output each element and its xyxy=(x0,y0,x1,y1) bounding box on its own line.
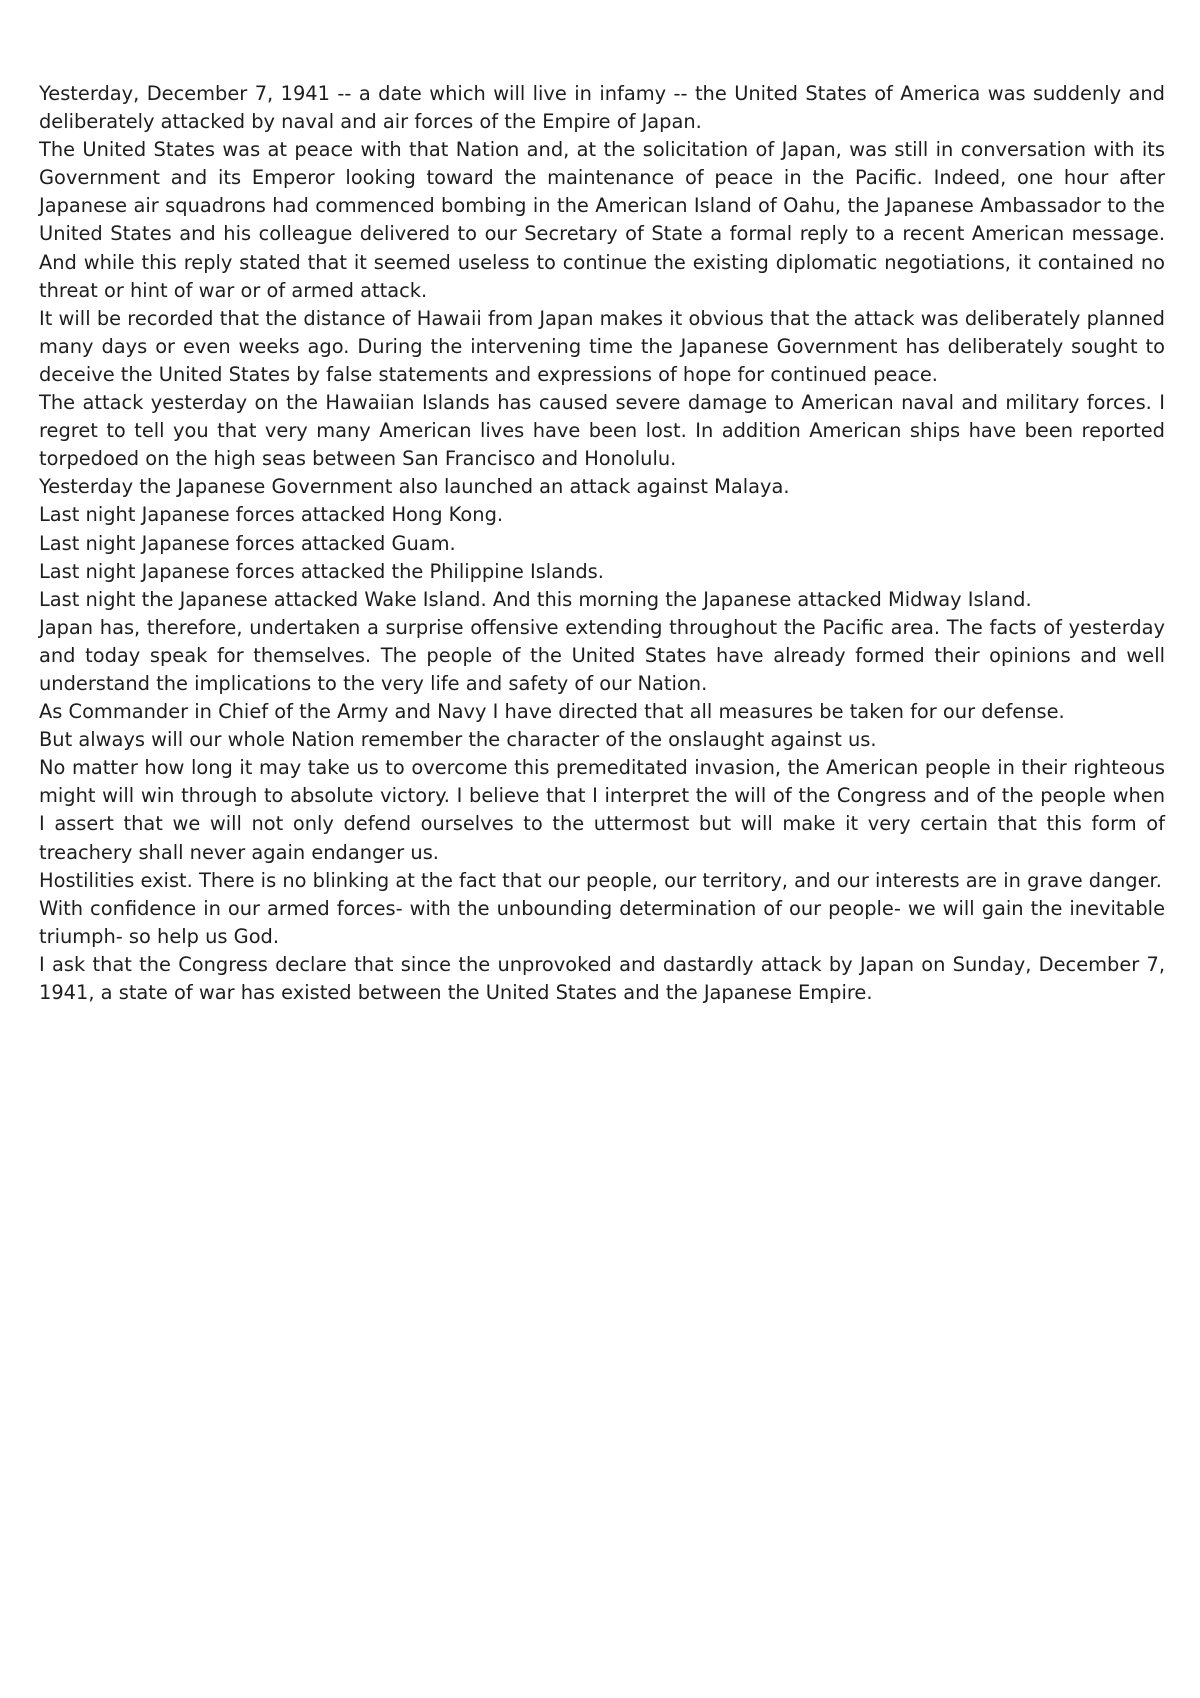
paragraph-12: But always will our whole Nation remember the character of the onslaught against us. xyxy=(39,728,877,752)
paragraph-8: Last night Japanese forces attacked the Philippine Islands. xyxy=(39,559,604,583)
paragraph-13: No matter how long it may take us to overcome this premeditated invasion, the American people in their righteous might will win through to absolute victory. I believe that I interpret the will of the Congress and of the people when I assert that we will not only defend ourselves to the uttermost but will make it very certain that this form of treachery shall never again endanger us. xyxy=(39,756,1165,864)
paragraph-11: As Commander in Chief of the Army and Navy I have directed that all measures be taken for our defense. xyxy=(39,700,1065,724)
paragraph-7: Last night Japanese forces attacked Guam. xyxy=(39,531,456,555)
paragraph-16: I ask that the Congress declare that since the unprovoked and dastardly attack by Japan on Sunday, December 7, 1941, a state of war has existed between the United States and the Japanese Empire. xyxy=(39,952,1165,1004)
paragraph-4: The attack yesterday on the Hawaiian Islands has caused severe damage to American naval and military forces. I regret to tell you that very many American lives have been lost. In addition American ships have been reported torpedoed on the high seas between San Francisco and Honolulu. xyxy=(39,391,1165,471)
paragraph-10: Japan has, therefore, undertaken a surprise offensive extending throughout the Pacific area. The facts of yesterday and today speak for themselves. The people of the United States have already formed their opinions and well understand the implications to the very life and safety of our Nation. xyxy=(39,615,1165,695)
paragraph-9: Last night the Japanese attacked Wake Island. And this morning the Japanese attacked Midway Island. xyxy=(39,587,1032,611)
document-body xyxy=(39,80,1165,1007)
paragraph-1: Yesterday, December 7, 1941 -- a date which will live in infamy -- the United States of America was suddenly and deliberately attacked by naval and air forces of the Empire of Japan. xyxy=(39,82,1165,134)
paragraph-15: With confidence in our armed forces- with the unbounding determination of our people- we will gain the inevitable triumph- so help us God. xyxy=(39,896,1165,948)
paragraph-14: Hostilities exist. There is no blinking at the fact that our people, our territory, and our interests are in grave danger. xyxy=(39,868,1162,892)
paragraph-2: The United States was at peace with that Nation and, at the solicitation of Japan, was still in conversation with its Government and its Emperor looking toward the maintenance of peace in the Pacific. Indeed, one hour after Japanese air squadrons had commenced bombing in the American Island of Oahu, the Japanese Ambassador to the United States and his colleague delivered to our Secretary of State a formal reply to a recent American message. And while this reply stated that it seemed useless to continue the existing diplomatic negotiations, it contained no threat or hint of war or of armed attack. xyxy=(39,138,1165,302)
paragraph-3: It will be recorded that the distance of Hawaii from Japan makes it obvious that the attack was deliberately planned many days or even weeks ago. During the intervening time the Japanese Government has deliberately sought to deceive the United States by false statements and expressions of hope for continued peace. xyxy=(39,306,1165,386)
paragraph-5: Yesterday the Japanese Government also launched an attack against Malaya. xyxy=(39,475,790,499)
paragraph-6: Last night Japanese forces attacked Hong Kong. xyxy=(39,503,504,527)
